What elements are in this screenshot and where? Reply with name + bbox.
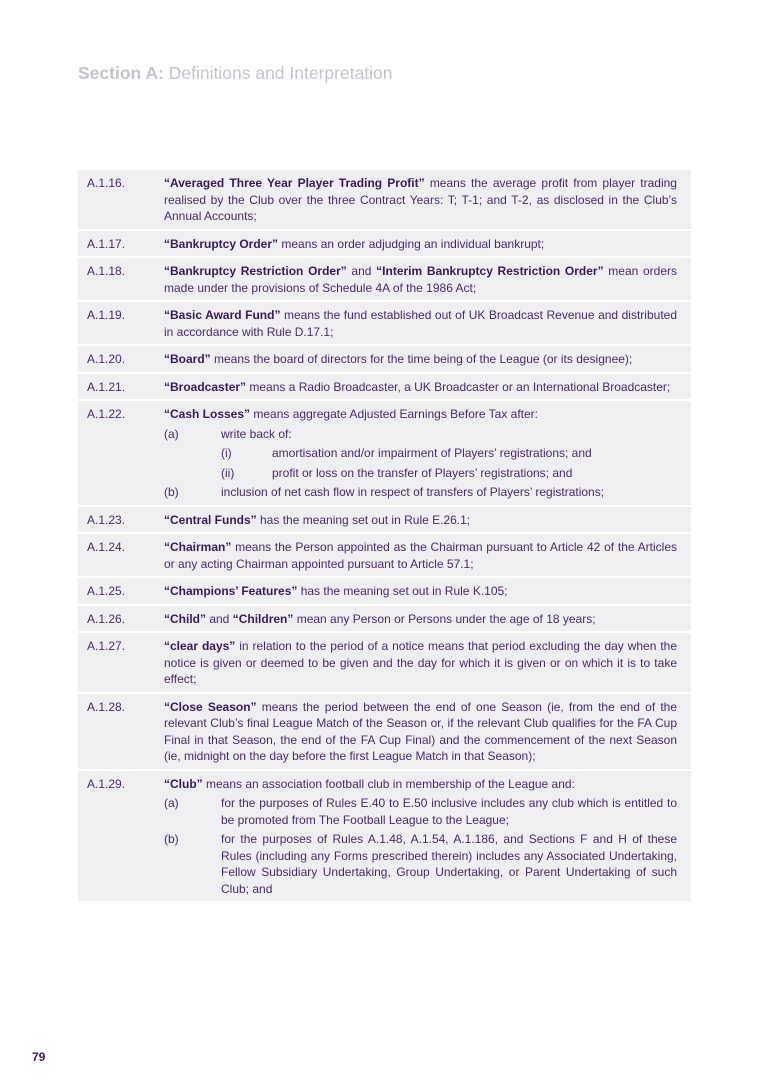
sub-clause-label: (b) <box>164 832 179 846</box>
section-title: Definitions and Interpretation <box>168 63 393 83</box>
definition-row-a124 <box>78 534 691 578</box>
definition-body: in relation to the period of a notice means that period excluding the day when the notice is given or deemed to be given and the day for which it is given or on which it is to take effect; <box>164 639 678 686</box>
sub-sub-clause-label: (i) <box>221 446 232 460</box>
sub-clause-text: inclusion of net cash flow in respect of transfers of Players’ registrations; <box>221 485 605 499</box>
defined-term: “Club” <box>164 776 203 791</box>
defined-term: “Bankruptcy Order” <box>164 236 279 251</box>
definition-body: has the meaning set out in Rule K.105; <box>297 584 508 598</box>
sub-clause <box>164 831 677 897</box>
defined-term: “Cash Losses” <box>164 407 251 421</box>
section-label: Section A: <box>78 63 164 83</box>
clause-number: A.1.19. <box>87 308 126 322</box>
defined-term: “Close Season” <box>164 699 257 714</box>
connector-text: and <box>206 611 233 626</box>
clause-number: A.1.16. <box>87 176 126 190</box>
definition-row-a128 <box>78 694 691 771</box>
clause-number: A.1.23. <box>87 512 126 527</box>
definition-text <box>164 406 691 501</box>
sub-sub-clause <box>164 465 677 482</box>
definition-row-a126 <box>78 606 691 634</box>
defined-term: “Averaged Three Year Player Trading Profit” <box>164 176 425 190</box>
defined-term: “Chairman” <box>164 540 232 554</box>
clause-number: A.1.17. <box>87 236 126 251</box>
sub-sub-clause-text: amortisation and/or impairment of Players’ registrations; and <box>272 446 592 460</box>
definition-text <box>164 699 691 765</box>
clause-number: A.1.20. <box>87 352 126 366</box>
definition-text <box>164 776 691 898</box>
definition-text <box>164 307 691 340</box>
sub-clause <box>164 484 677 501</box>
definition-row-a121 <box>78 374 691 402</box>
definition-row-a120 <box>78 346 691 374</box>
definition-row-a119 <box>78 302 691 346</box>
defined-term: “Central Funds” <box>164 512 257 527</box>
clause-number: A.1.29. <box>87 776 126 791</box>
clause-number: A.1.25. <box>87 584 126 598</box>
definition-text <box>164 512 691 529</box>
section-header <box>78 63 393 84</box>
definition-text <box>164 539 691 572</box>
definition-text <box>164 236 691 253</box>
page-number: 79 <box>32 1050 46 1064</box>
sub-sub-clause-label: (ii) <box>221 465 235 480</box>
definition-row-a118 <box>78 258 691 302</box>
clause-number: A.1.18. <box>87 264 126 278</box>
definition-body: means aggregate Adjusted Earnings Before Tax after: <box>250 407 539 421</box>
defined-term: “Board” <box>164 352 211 366</box>
defined-term: “Interim Bankruptcy Restriction Order” <box>376 264 604 278</box>
definitions-table <box>78 170 691 903</box>
clause-number: A.1.22. <box>87 407 126 421</box>
definition-row-a116 <box>78 170 691 231</box>
defined-term: “Broadcaster” <box>164 379 247 394</box>
defined-term: “Basic Award Fund” <box>164 308 281 322</box>
defined-term: “clear days” <box>164 639 236 653</box>
definition-text <box>164 263 691 296</box>
clause-number: A.1.21. <box>87 379 126 394</box>
sub-clause <box>164 795 677 828</box>
defined-term: “Bankruptcy Restriction Order” <box>164 264 347 278</box>
sub-clause-text: write back of: <box>221 426 292 441</box>
defined-term: “Children” <box>232 611 294 626</box>
sub-clause-text: for the purposes of Rules E.40 to E.50 inclusive includes any club which is entitled to be promoted from The Football League to the League; <box>221 796 677 827</box>
defined-term: “Champions’ Features” <box>164 584 298 598</box>
definition-row-a122 <box>78 401 691 507</box>
connector-text: and <box>346 264 377 278</box>
definition-row-a125 <box>78 578 691 606</box>
sub-sub-clause <box>164 445 677 462</box>
definition-text <box>164 379 691 396</box>
definition-text <box>164 175 691 225</box>
definition-text <box>164 611 691 628</box>
definition-body: means an association football club in membership of the League and: <box>202 776 575 791</box>
definition-row-a123 <box>78 507 691 535</box>
definition-body: means the average profit from player trading realised by the Club over the three Contract Years: T; T-1; and T-2, as disclosed in the Club’s Annual Accounts; <box>164 176 677 223</box>
definition-body: means the Person appointed as the Chairman pursuant to Article 42 of the Articles or any acting Chairman appointed pursuant to Article 57.1; <box>164 540 677 571</box>
clause-number: A.1.28. <box>87 699 126 714</box>
sub-clause <box>164 426 677 443</box>
definition-body: has the meaning set out in Rule E.26.1; <box>256 512 471 527</box>
clause-number: A.1.24. <box>87 540 126 554</box>
definition-text <box>164 583 691 600</box>
definition-row-a129 <box>78 771 691 904</box>
definition-body: means the board of directors for the time being of the League (or its designee); <box>210 352 633 366</box>
definition-text <box>164 351 691 368</box>
definition-row-a127 <box>78 633 691 694</box>
definition-row-a117 <box>78 231 691 259</box>
definition-body: means the period between the end of one Season (ie, from the end of the relevant Club’s final League Match of the Season or, if the relevant Club qualifies for the FA Cup Final in that Season, the end of the FA Cup Final) and the commencement of the next Season (ie, midnight on the day before the first League Match in that Season); <box>164 699 678 763</box>
sub-sub-clause-text: profit or loss on the transfer of Players’ registrations; and <box>272 465 573 480</box>
sub-clause-label: (b) <box>164 485 179 499</box>
definition-body: means an order adjudging an individual bankrupt; <box>278 236 545 251</box>
defined-term: “Child” <box>164 611 206 626</box>
definition-body: means the fund established out of UK Broadcast Revenue and distributed in accordance with Rule D.17.1; <box>164 308 678 339</box>
clause-number: A.1.27. <box>87 639 126 653</box>
clause-number: A.1.26. <box>87 611 126 626</box>
definition-body: mean orders made under the provisions of Schedule 4A of the 1986 Act; <box>164 264 677 295</box>
definition-body: means a Radio Broadcaster, a UK Broadcaster or an International Broadcaster; <box>246 379 671 394</box>
sub-clause-text: for the purposes of Rules A.1.48, A.1.54, A.1.186, and Sections F and H of these Rules (including any Forms prescribed therein) includes any Associated Undertaking, Fellow Subsidiary Undertaking, Group Undertaking, or Parent Undertaking of such Club; and <box>221 832 677 896</box>
sub-clause-label: (a) <box>164 426 179 441</box>
sub-clause-label: (a) <box>164 796 179 810</box>
definition-body: mean any Person or Persons under the age of 18 years; <box>293 611 596 626</box>
definition-text <box>164 638 691 688</box>
